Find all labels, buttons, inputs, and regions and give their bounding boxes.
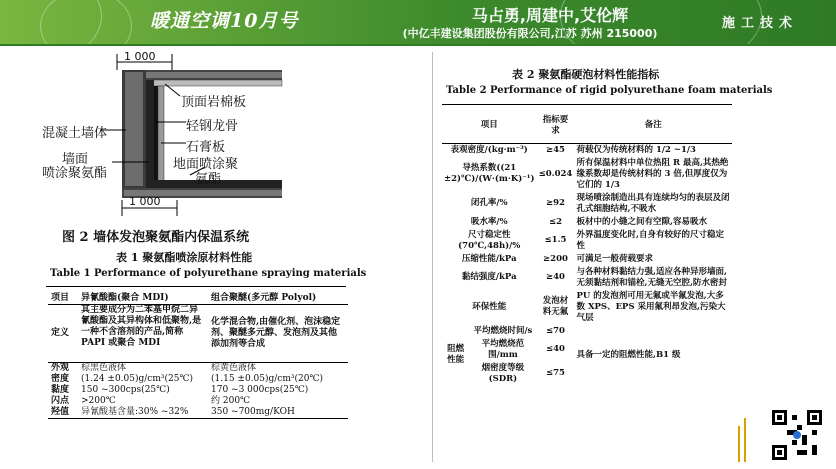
table2-item: 吸水率/%: [470, 216, 508, 227]
label-concrete-wall: 混凝土墙体: [42, 126, 108, 141]
journal-logo: 暖通空调10月号: [150, 10, 299, 32]
table1-cell: 黏度: [51, 385, 70, 395]
table-row: [48, 305, 348, 363]
table1-cell: 棕黑色液体: [81, 363, 127, 373]
table2-item: 烟密度等级(SDR): [481, 362, 525, 384]
table-row: [442, 325, 732, 338]
table1-header: 组合聚醚(多元醇 Polyol): [211, 293, 317, 303]
table1-top-rule: [46, 286, 346, 287]
table1-cell: 350 ~700mg/KOH: [211, 407, 295, 417]
figure-caption: 图 2 墙体发泡聚氨酯内保温系统: [62, 230, 250, 245]
label-floor-foam-2: 氨酯: [195, 172, 222, 187]
table2-item: 平均燃烧时间/s: [473, 325, 533, 336]
table2-value: ≤70: [546, 325, 565, 336]
label-wall-foam-2: 喷涂聚氨酯: [42, 166, 108, 181]
table1-cell: 其主要成分为二苯基甲烷二异氰酸酯及其异构体和低聚物,是一种不含溶剂的产品,简称 PAPI 或聚合 MDI: [81, 305, 202, 348]
table-row: [442, 290, 732, 325]
table1-cell: 定义: [51, 328, 70, 338]
table2-value: ≤40: [546, 344, 565, 354]
table2-value: ≥92: [546, 198, 565, 208]
table-row: [48, 385, 348, 396]
table-row: [442, 157, 732, 192]
table1-header-row: [48, 293, 348, 305]
label-roof-wool: 顶面岩棉板: [181, 95, 247, 110]
table2-item: 环保性能: [472, 301, 507, 312]
table2-header: 备注: [644, 120, 662, 131]
table1-title-cn: 表 1 聚氨酯喷涂原材料性能: [116, 251, 253, 264]
table2-value: ≤2: [548, 216, 563, 227]
table2-header: 项目: [480, 120, 498, 131]
table2-item: 闭孔率/%: [470, 198, 508, 208]
table2-value: 发泡材料无氟: [542, 296, 569, 317]
table-row: [442, 229, 732, 253]
table2-fire-group: 阻燃性能: [447, 344, 465, 365]
table-row: [48, 363, 348, 375]
table2-title-cn: 表 2 聚氨酯硬泡材料性能指标: [512, 68, 660, 81]
table1-cell: 棕黄色液体: [211, 363, 257, 373]
table2-value: ≤0.024: [538, 168, 573, 179]
table2-note: 荷载仅为传统材料的 1/2 ~1/3: [576, 144, 696, 155]
table-row: [48, 396, 348, 407]
table2-item: 黏结强度/kPa: [461, 272, 517, 282]
table2-item: 导热系数((21 ±2)℃)/(W·(m·K)⁻¹): [444, 163, 535, 184]
table2: [442, 109, 732, 386]
table1-cell: (1.15 ±0.05)g/cm³(20℃): [211, 374, 324, 384]
label-wall-foam-1: 墙面: [62, 152, 89, 167]
table2-value: ≤1.5: [544, 235, 567, 245]
table2-item: 平均燃烧范围/mm: [481, 338, 525, 360]
section-title: 施工技术: [721, 16, 798, 31]
table1-cell: (1.24 ±0.05)g/cm³(25℃): [81, 374, 194, 384]
table-row: [48, 407, 348, 419]
table2-title-en: Table 2 Performance of rigid polyurethane foam materials: [446, 85, 773, 96]
table2-header-row: [442, 109, 732, 143]
dim-bottom: 1 000: [129, 195, 161, 208]
table2-note: 所有保温材料中单位热阻 R 最高,其热绝缘系数却是传统材料的 3 倍,但厚度仅为它们的 1/3: [576, 157, 729, 190]
table2-note: 与各种材料黏结力强,适应各种异形墙面,无须黏结剂和锚栓,无缝无空腔,防水密封: [576, 266, 727, 288]
table2-item: 尺寸稳定性(70℃,48h)/%: [458, 229, 521, 251]
header-bar: [0, 0, 836, 44]
table2-value: ≥45: [546, 144, 565, 155]
table2-note: PU 的发泡剂可用无氟或半氟发泡,大多数 XPS、EPS 采用氟利昂发泡,污染大气层: [576, 290, 726, 323]
dim-top: 1 000: [124, 50, 156, 63]
table2-value: ≤75: [546, 368, 565, 378]
table2-header: 指标要求: [542, 114, 569, 136]
table2-fire-note: 具备一定的阻燃性能,B1 级: [576, 349, 681, 360]
table2-note: 外界温度变化时,自身有较好的尺寸稳定性: [576, 229, 724, 251]
table2-value: ≥40: [546, 272, 565, 282]
table-row: [442, 253, 732, 266]
table1-cell: >200℃: [81, 396, 116, 406]
label-floor-foam-1: 地面喷涂聚: [173, 157, 239, 172]
table2-top-rule: [442, 104, 732, 105]
table2-item: 压缩性能/kPa: [461, 253, 517, 264]
column-divider: [432, 52, 433, 462]
authors: 马占勇,周建中,艾伦辉: [471, 6, 629, 25]
table2-note: 板材中的小缝之间有空隙,容易吸水: [576, 216, 707, 227]
table1-cell: 羟值: [51, 407, 70, 417]
table-row: [442, 143, 732, 157]
table2-item: 表观密度/(kg·m⁻³): [450, 144, 528, 155]
table1-cell: 化学混合物,由催化剂、泡沫稳定剂、聚醚多元醇、发泡剂及其他添加剂等合成: [211, 317, 341, 349]
table-row: [48, 374, 348, 385]
table1-cell: 约 200℃: [211, 396, 251, 406]
table2-value: ≥200: [543, 253, 568, 264]
qr-code-icon: [772, 410, 822, 460]
label-gypsum: 石膏板: [186, 140, 226, 155]
table1-cell: 密度: [51, 374, 70, 384]
table1-cell: 170 ~3 000cps(25℃): [211, 385, 309, 395]
figure-wall-insulation: [40, 50, 340, 218]
header-divider: [0, 44, 836, 46]
table2-note: 现场喷涂制造出具有连续均匀的表层及闭孔式细胞结构,不吸水: [576, 192, 730, 214]
table-row: [442, 192, 732, 216]
table1: [48, 293, 348, 419]
table1-cell: 异氰酸基含量:30% ~32%: [81, 407, 189, 417]
table-row: [442, 266, 732, 290]
label-steel-keel: 轻钢龙骨: [186, 119, 239, 134]
table1-header: 项目: [51, 293, 70, 303]
affiliation: (中亿丰建设集团股份有限公司,江苏 苏州 215000): [402, 27, 658, 40]
table-row: [442, 216, 732, 229]
table1-header: 异氰酸酯(聚合 MDI): [81, 293, 169, 303]
table1-cell: 闪点: [51, 396, 70, 406]
table1-title-en: Table 1 Performance of polyurethane spraying materials: [50, 268, 367, 279]
table1-cell: 外观: [51, 363, 70, 373]
table1-cell: 150 ~300cps(25℃): [81, 385, 170, 395]
table2-note: 可满足一般荷载要求: [576, 253, 653, 264]
